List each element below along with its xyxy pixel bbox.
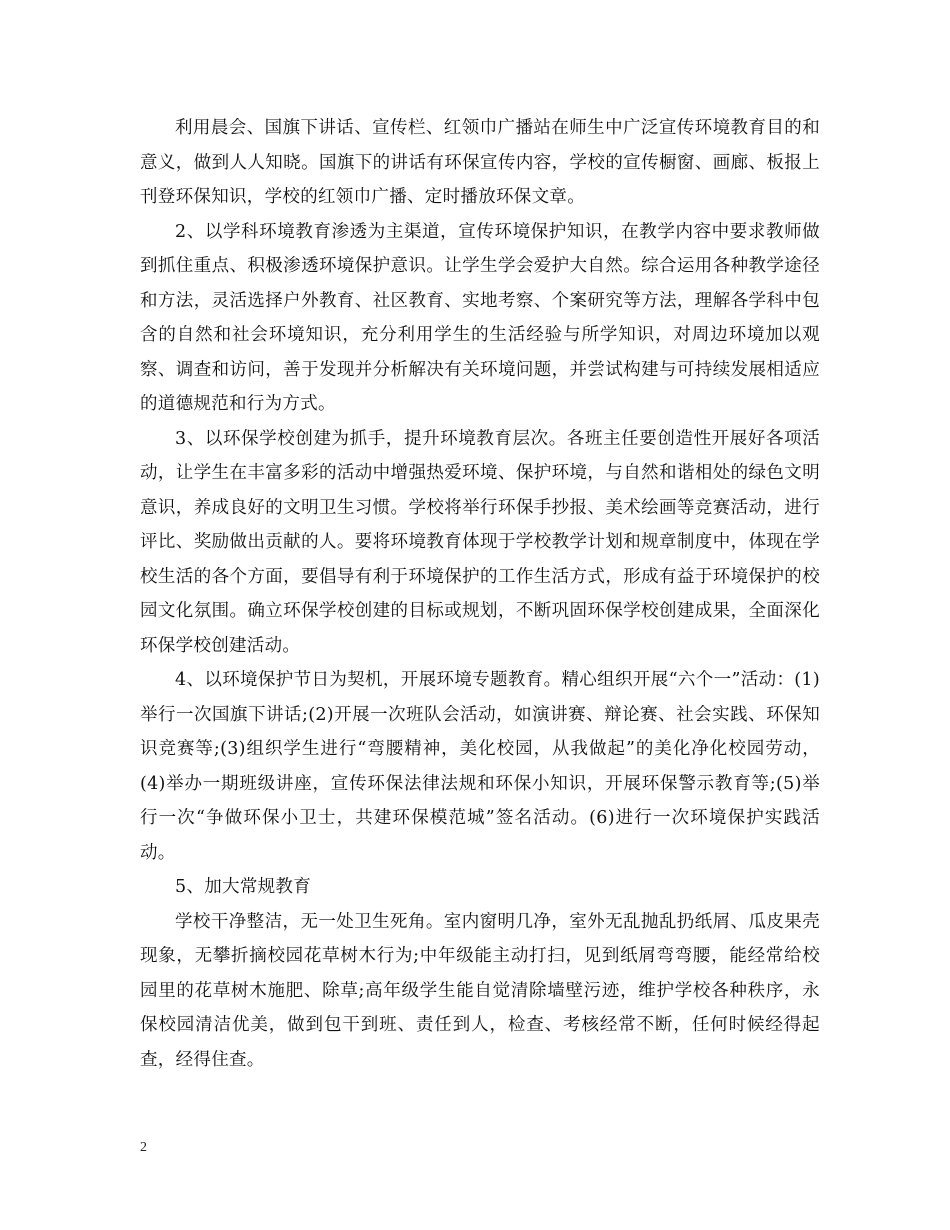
paragraph-festival-activities: 4、以环境保护节日为契机，开展环境专题教育。精心组织开展“六个一”活动：(1)举行一次国旗下讲话;(2)开展一次班队会活动，如演讲赛、辩论赛、社会实践、环保知识竞赛等;(3)组织学生进行“弯腰精神，美化校园，从我做起”的美化净化校园劳动，(4)举办一期班级讲座，宣传环保法律法规和环保小知识，开展环保警示教育等;(5)举行一次“争做环保小卫士，共建环保模范城”签名活动。(6)进行一次环境保护实践活动。: [140, 670, 820, 863]
paragraph-campus-cleanliness: 学校干净整洁，无一处卫生死角。室内窗明几净，室外无乱抛乱扔纸屑、瓜皮果壳现象，无攀折摘校园花草树木行为;中年级能主动打扫，见到纸屑弯弯腰，能经常给校园里的花草树木施肥、除草;高年级学生能自觉清除墙壁污迹，维护学校各种秩序，永保校园清洁优美，做到包干到班、责任到人，检查、考核经常不断，任何时候经得起查，经得住查。: [140, 911, 820, 1070]
paragraph-eco-school: 3、以环保学校创建为抓手，提升环境教育层次。各班主任要创造性开展好各项活动，让学生在丰富多彩的活动中增强热爱环境、保护环境，与自然和谐相处的绿色文明意识，养成良好的文明卫生习惯。学校将举行环保手抄报、美术绘画等竞赛活动，进行评比、奖励做出贡献的人。要将环境教育体现于学校教学计划和规章制度中，体现在学校生活的各个方面，要倡导有利于环境保护的工作生活方式，形成有益于环境保护的校园文化氛围。确立环保学校创建的目标或规划，不断巩固环保学校创建成果，全面深化环保学校创建活动。: [140, 428, 820, 656]
document-body: [140, 111, 820, 1077]
page-number: 2: [140, 1140, 147, 1155]
paragraph-publicity: 利用晨会、国旗下讲话、宣传栏、红领巾广播站在师生中广泛宣传环境教育目的和意义，做到人人知晓。国旗下的讲话有环保宣传内容，学校的宣传橱窗、画廊、板报上刊登环保知识，学校的红领巾广播、定时播放环保文章。: [140, 118, 820, 207]
section-heading-routine-education: 5、加大常规教育: [175, 877, 312, 897]
paragraph-subject-education: 2、以学科环境教育渗透为主渠道，宣传环境保护知识，在教学内容中要求教师做到抓住重点、积极渗透环境保护意识。让学生学会爱护大自然。综合运用各种教学途径和方法，灵活选择户外教育、社区教育、实地考察、个案研究等方法，理解各学科中包含的自然和社会环境知识，充分利用学生的生活经验与所学知识，对周边环境加以观察、调查和访问，善于发现并分析解决有关环境问题，并尝试构建与可持续发展相适应的道德规范和行为方式。: [140, 221, 820, 414]
